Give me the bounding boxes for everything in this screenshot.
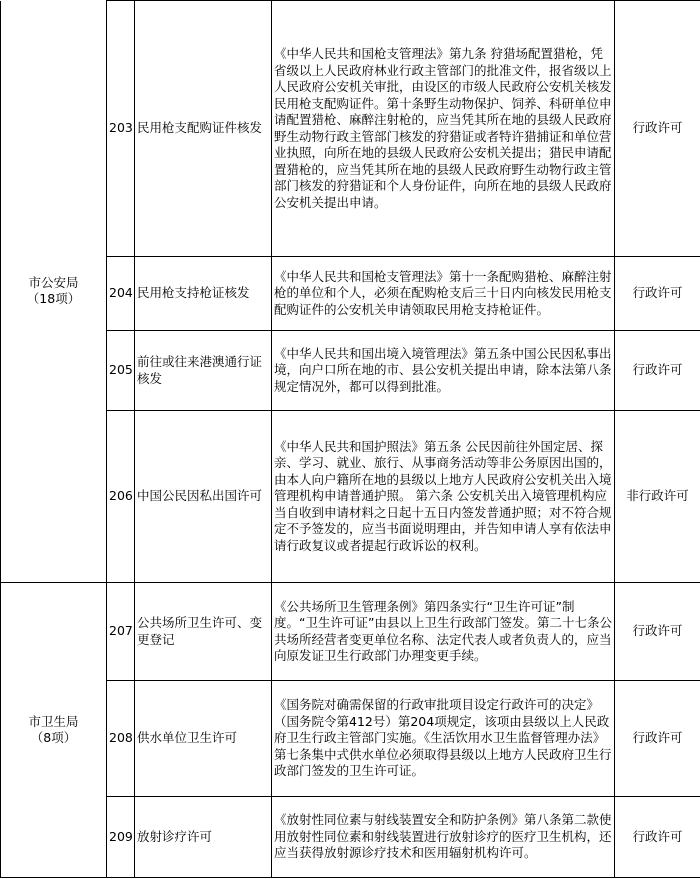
department-count: （18项） bbox=[26, 291, 81, 307]
department-cell bbox=[1, 583, 107, 878]
department-count: （8项） bbox=[30, 730, 77, 745]
item-number: 206 bbox=[107, 411, 135, 583]
item-category: 行政许可 bbox=[615, 583, 700, 681]
table-row bbox=[1, 1, 700, 257]
item-category: 行政许可 bbox=[615, 681, 700, 797]
item-number: 203 bbox=[107, 1, 135, 257]
department-name: 市卫生局 bbox=[28, 713, 79, 729]
table-row bbox=[1, 583, 700, 681]
item-category: 行政许可 bbox=[615, 797, 700, 878]
legal-basis: 《中华人民共和国出境入境管理法》第五条中国公民因私事出境，向户口所在地的市、县公安机关提出申请，除本法第八条规定情况外，都可以得到批准。 bbox=[272, 331, 615, 411]
item-number: 208 bbox=[107, 681, 135, 797]
legal-basis: 《中华人民共和国护照法》第五条 公民因前往外国定居、探亲、学习、就业、旅行、从事商务活动等非公务原因出国的，由本人向户籍所在地的县级以上地方人民政府公安机关出入境管理机构申请普通护照。 第六条 公安机关出入境管理机构应当自收到申请材料之日起十五日内签发普通护照；对不符合规定不予签发的，应当书面说明理由，并告知申请人享有依法申请行政复议或者提起行政诉讼的权利。 bbox=[272, 411, 615, 583]
legal-basis: 《放射性同位素与射线装置安全和防护条例》第八条第二款使用放射性同位素和射线装置进行放射诊疗的医疗卫生机构，还应当获得放射源诊疗技术和医用辐射机构许可。 bbox=[272, 797, 615, 878]
legal-basis: 《中华人民共和国枪支管理法》第九条 狩猎场配置猎枪，凭省级以上人民政府林业行政主管部门的批准文件，报省级以上人民政府公安机关审批，由设区的市级人民政府公安机关核发民用枪支配购证件。第十条野生动物保护、饲养、科研单位申请配置猎枪、麻醉注射枪的，应当凭其所在地的县级人民政府野生动物行政主管部门核发的狩猎证或者特许猎捕证和单位营业执照，向所在地的县级人民政府公安机关提出；猎民申请配置猎枪的，应当凭其所在地的县级人民政府野生动物行政主管部门核发的狩猎证和个人身份证件，向所在地的县级人民政府公安机关提出申请。 bbox=[272, 1, 615, 257]
department-name: 市公安局 bbox=[28, 274, 79, 290]
item-number: 205 bbox=[107, 331, 135, 411]
item-name: 供水单位卫生许可 bbox=[135, 681, 272, 797]
legal-basis: 《国务院对确需保留的行政审批项目设定行政许可的决定》（国务院令第412号）第204项规定，该项由县级以上人民政府卫生行政主管部门实施。《生活饮用水卫生监督管理办法》第七条集中式供水单位必须取得县级以上地方人民政府卫生行政部门签发的卫生许可证。 bbox=[272, 681, 615, 797]
item-number: 207 bbox=[107, 583, 135, 681]
item-category: 行政许可 bbox=[615, 331, 700, 411]
item-name: 民用枪支配购证件核发 bbox=[135, 1, 272, 257]
item-name: 民用枪支持枪证核发 bbox=[135, 257, 272, 331]
item-number: 209 bbox=[107, 797, 135, 878]
department-cell bbox=[1, 1, 107, 583]
item-category: 行政许可 bbox=[615, 257, 700, 331]
item-category: 行政许可 bbox=[615, 1, 700, 257]
legal-basis: 《公共场所卫生管理条例》第四条实行“卫生许可证”制度。“卫生许可证”由县以上卫生行政部门签发。第二十七条公共场所经营者变更单位名称、法定代表人或者负责人的，应当向原发证卫生行政部门办理变更手续。 bbox=[272, 583, 615, 681]
item-name: 前往或往来港澳通行证核发 bbox=[135, 331, 272, 411]
item-name: 中国公民因私出国许可 bbox=[135, 411, 272, 583]
item-category: 非行政许可 bbox=[615, 411, 700, 583]
item-name: 公共场所卫生许可、变更登记 bbox=[135, 583, 272, 681]
legal-basis: 《中华人民共和国枪支管理法》第十一条配购猎枪、麻醉注射枪的单位和个人，必须在配购枪支后三十日内向核发民用枪支配购证件的公安机关申请领取民用枪支持枪证件。 bbox=[272, 257, 615, 331]
item-name: 放射诊疗许可 bbox=[135, 797, 272, 878]
item-number: 204 bbox=[107, 257, 135, 331]
